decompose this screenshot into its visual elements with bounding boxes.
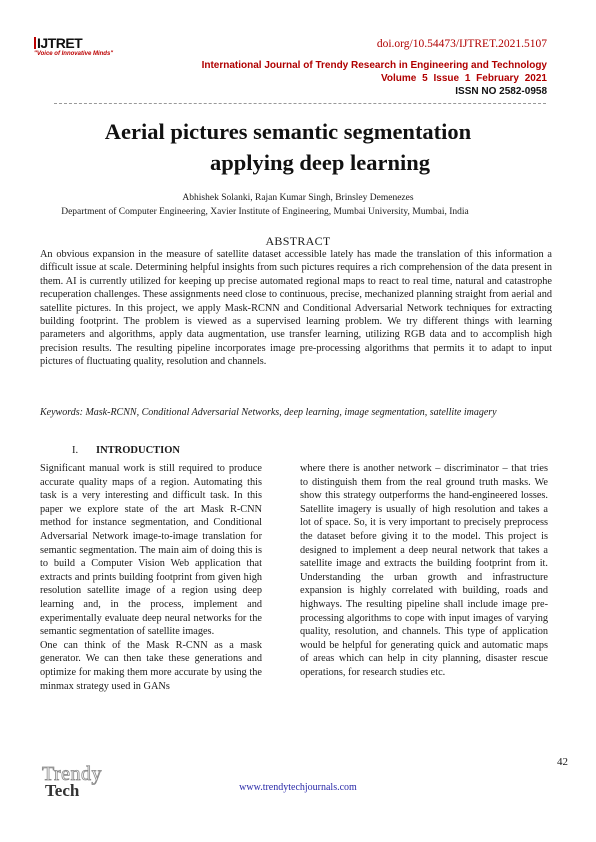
header-divider <box>54 103 546 104</box>
volume-issue: Volume 5 Issue 1 February 2021 <box>380 73 547 84</box>
paper-title-line2: applying deep learning <box>209 150 431 175</box>
logo-text: IJTRET <box>37 35 83 51</box>
issn: ISSN NO 2582-0958 <box>455 86 547 97</box>
logo-bar-icon <box>34 37 36 49</box>
left-column <box>40 462 262 693</box>
section-number: I. <box>72 445 79 456</box>
intro-paragraph-3: where there is another network – discriminator – that tries to distinguish them from the real ground truth masks. We show this strategy outperforms the hand-engineered losses. Satellite imagery is usually of high resolution and takes a lot of space. So, it is very important to precisely preprocess the dataset before giving it to the model. This project is designed to implement a deep neural network that takes a satellite image and extracts the building footprint from it. Understanding the urban growth and infrastructure expansion is highly correlated with building, roads and highways. The resulting pipeline shall include image pre-processing algorithms to cope with input images of varying quality, resolution, and channels. This type of application would be helpful for generating quick and automatic maps of areas which can help in city planning, disaster rescue operations, for research studies etc. <box>300 463 548 678</box>
intro-paragraph-2: One can think of the Mask R-CNN as a mask generator. We can then take these generations and optimize for making them more accurate by using the minmax strategy used in GANs <box>40 639 262 692</box>
authors: Abhishek Solanki, Rajan Kumar Singh, Brinsley Demenezes <box>182 193 414 203</box>
doi-link[interactable]: doi.org/10.54473/IJTRET.2021.5107 <box>376 38 547 50</box>
footer-url-link[interactable]: www.trendytechjournals.com <box>239 782 357 793</box>
logo-tagline: "Voice of Innovative Minds" <box>34 51 114 57</box>
journal-name: International Journal of Trendy Research in Engineering and Technology <box>201 60 547 71</box>
intro-paragraph-1: Significant manual work is still required to produce accurate quality maps of a region. Automating this task is a very interesting and difficult task. In this paper we explore state of the art Mask R-CNN method for instance segmentation, and Conditional Adversarial Network image-to-image translation for semantic segmentation. The main aim of doing this is to build a Computer Vision Web application that extracts and prints building footprint from given high resolution satellite image of a region using deep learning and, in the process, implement and experimentally evaluate deep neural networks for the semantic segmentation of satellite images. <box>40 463 262 638</box>
publisher-logo-top: Trendy <box>42 763 103 785</box>
page-number: 42 <box>557 756 568 768</box>
abstract-text: An obvious expansion in the measure of satellite dataset accessible lately has made the translation of this information a difficult issue at scale. Determining helpful insights from such pictures requires a rich comprehension of the data present in them. AI is currently utilized for keeping up precise automated regional maps to react to real time, natural and catastrophe recuperation challenges. These assignments need close to continuous, precise, mechanized planning straight from aerial and satellite pictures. In this project, we apply Mask-RCNN and Conditional Adversarial Network techniques for extracting building footprint. The problem is viewed as a supervised learning problem. We try different things with learning parameters and algorithms, apply data augmentation, use transfer learning, utilizing RGB data and to accomplish high precision results. The resulting pipeline incorporates image pre-processing algorithms that permits it to adapt to input pictures of fluctuating quality, resolution and channels. <box>40 249 552 368</box>
affiliation: Department of Computer Engineering, Xavier Institute of Engineering, Mumbai University, Mumbai, India <box>61 207 469 217</box>
paper-title-line1: Aerial pictures semantic segmentation <box>104 119 472 144</box>
right-column <box>300 462 548 680</box>
abstract-heading: ABSTRACT <box>265 234 331 248</box>
section-heading <box>72 445 180 456</box>
publisher-logo-bottom: Tech <box>45 781 80 800</box>
journal-logo <box>34 36 124 58</box>
section-title: INTRODUCTION <box>96 445 181 456</box>
keywords: Keywords: Mask-RCNN, Conditional Adversarial Networks, deep learning, image segmentation, satellite imagery <box>40 407 497 418</box>
